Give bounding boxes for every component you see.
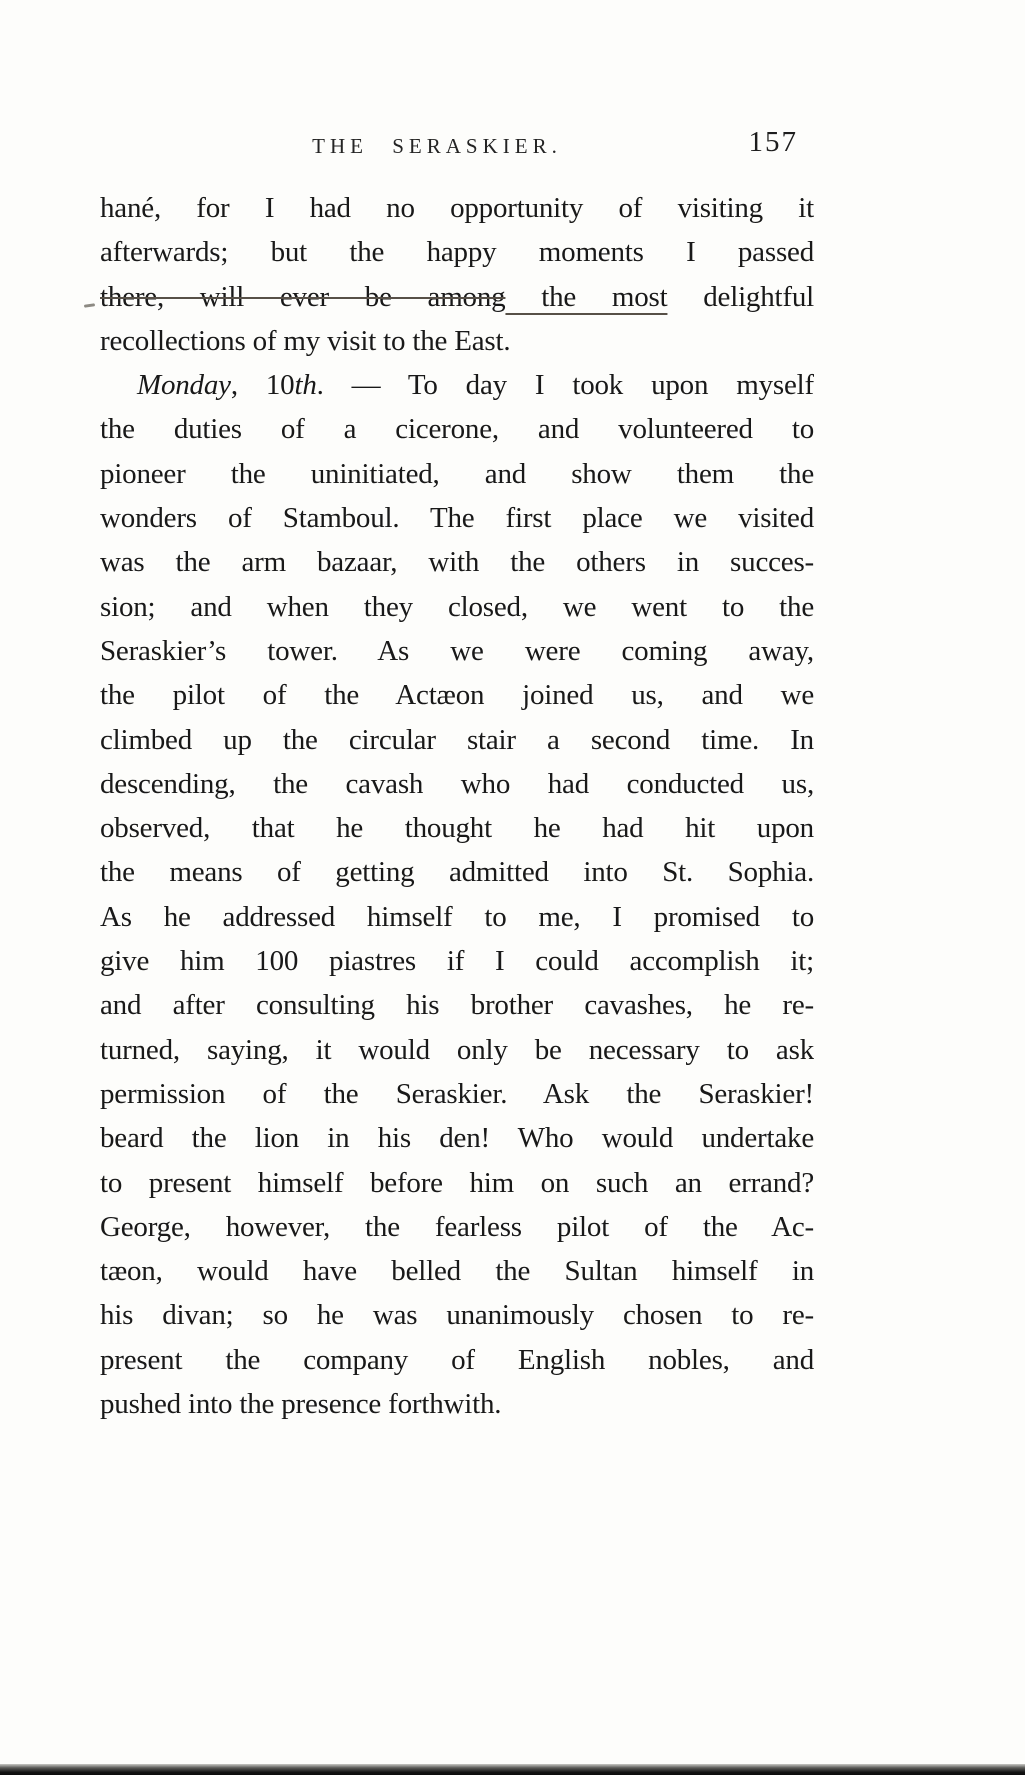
text-segment: give him 100 piastres if I could accomplish it;: [100, 945, 814, 978]
text-segment: to present himself before him on such an errand?: [100, 1166, 814, 1199]
text-line: [100, 496, 814, 540]
text-line: [100, 983, 814, 1027]
text-line: [100, 186, 814, 230]
text-segment: afterwards; but the happy moments I passed: [100, 236, 814, 269]
text-line: [100, 585, 814, 629]
text-line: [100, 718, 814, 762]
page-number: 157: [748, 126, 798, 158]
text-line: [100, 1382, 814, 1426]
text-line: [100, 407, 814, 451]
pencil-margin-mark: [84, 303, 95, 308]
text-segment: delightful: [667, 280, 814, 313]
text-segment: , 10: [230, 369, 295, 402]
text-line: [100, 275, 814, 319]
text-line: [100, 1161, 814, 1205]
text-segment: descending, the cavash who had conducted us,: [100, 767, 814, 800]
text-line: [100, 230, 814, 274]
text-segment: Monday: [137, 369, 231, 402]
text-line: [100, 762, 814, 806]
text-line: [100, 1338, 814, 1382]
header-title: THE SERASKIER.: [312, 134, 562, 158]
text-line: [100, 319, 814, 363]
text-line: [100, 363, 814, 407]
text-segment: George, however, the fearless pilot of the Ac-: [100, 1210, 814, 1243]
text-segment: the most: [505, 280, 668, 313]
text-segment: permission of the Seraskier. Ask the Seraskier!: [100, 1077, 814, 1110]
text-line: [100, 806, 814, 850]
text-segment: beard the lion in his den! Who would undertake: [100, 1122, 814, 1155]
text-line: [100, 629, 814, 673]
text-line: [100, 1028, 814, 1072]
text-line: [100, 1116, 814, 1160]
text-line: [100, 540, 814, 584]
text-segment: was the arm bazaar, with the others in succes-: [100, 546, 814, 579]
text-segment: there, will ever be among: [100, 280, 506, 313]
text-segment: the duties of a cicerone, and volunteered to: [100, 413, 814, 446]
running-header: [100, 128, 814, 170]
text-segment: the pilot of the Actæon joined us, and we: [100, 679, 814, 712]
text-segment: hané, for I had no opportunity of visiting it: [100, 192, 814, 224]
text-segment: climbed up the circular stair a second time. In: [100, 723, 814, 756]
text-segment: recollections of my visit to the East.: [100, 324, 511, 357]
text-segment: turned, saying, it would only be necessary to ask: [100, 1033, 814, 1066]
text-line: [100, 673, 814, 717]
text-segment: his divan; so he was unanimously chosen to re-: [100, 1299, 814, 1332]
text-segment: wonders of Stamboul. The first place we visited: [100, 502, 814, 535]
text-segment: observed, that he thought he had hit upon: [100, 812, 814, 845]
text-line: [100, 895, 814, 939]
text-segment: . — To day I took upon myself: [316, 369, 814, 402]
scan-edge-strip: [0, 1764, 1025, 1775]
text-segment: the means of getting admitted into St. Sophia.: [100, 856, 814, 889]
text-segment: th: [294, 369, 317, 402]
text-line: [100, 850, 814, 894]
text-line: [100, 939, 814, 983]
text-segment: present the company of English nobles, and: [100, 1343, 814, 1376]
text-line: [100, 1293, 814, 1337]
text-segment: Seraskier’s tower. As we were coming away,: [100, 634, 814, 667]
text-segment: sion; and when they closed, we went to the: [100, 590, 814, 623]
text-segment: tæon, would have belled the Sultan himself in: [100, 1255, 814, 1288]
text-segment: pushed into the presence forthwith.: [100, 1388, 502, 1421]
text-line: [100, 1249, 814, 1293]
text-line: [100, 452, 814, 496]
text-segment: As he addressed himself to me, I promised to: [100, 900, 814, 933]
text-line: [100, 1072, 814, 1116]
text-segment: and after consulting his brother cavashes, he re-: [100, 989, 814, 1022]
text-segment: pioneer the uninitiated, and show them the: [100, 457, 814, 490]
text-line: [100, 1205, 814, 1249]
text-block: [100, 186, 814, 1426]
